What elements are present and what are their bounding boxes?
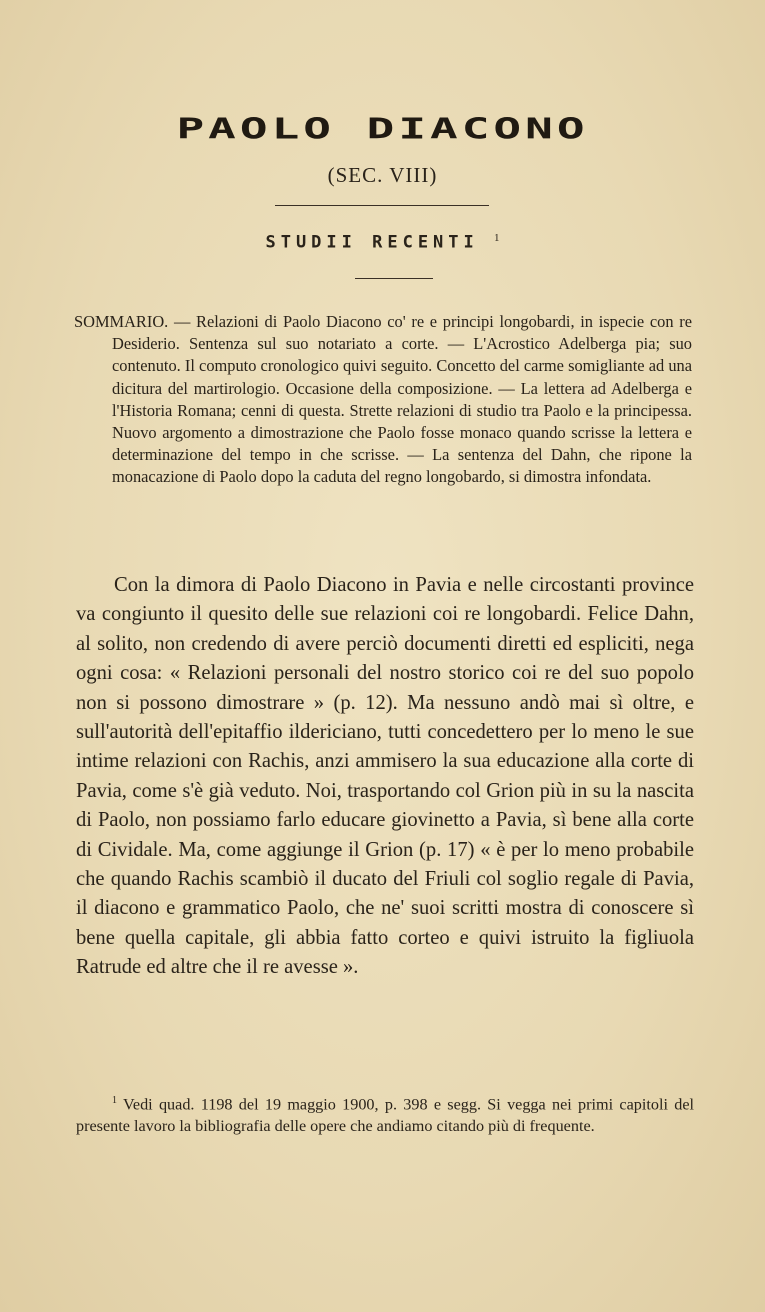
section-heading	[0, 232, 765, 253]
summary-paragraph: SOMMARIO. — Relazioni di Paolo Diacono co' re e principi longobardi, in ispecie con re Desiderio. Sentenza sul suo notariato a corte. — L'Acrostico Adelberga pia; suo contenuto. Il computo cronologico quivi seguito. Concetto del carme somigliante ad una dicitura del martirologio. Occasione della composizione. — La lettera ad Adelberga e l'Historia Romana; cenni di questa. Strette relazioni di studio tra Paolo e la principessa. Nuovo argomento a dimostrazione che Paolo fosse monaco quando scrisse la lettera e determinazione del tempo in che scrisse. — La sentenza del Dahn, che ripone la monacazione di Paolo dopo la caduta del regno longobardo, si dimostra infondata.	[74, 312, 692, 487]
footnote-text: Vedi quad. 1198 del 19 maggio 1900, p. 398 e segg. Si vegga nei primi capitoli del presente lavoro la bibliografia delle opere che andiamo citando più di frequente.	[76, 1095, 694, 1136]
section-footnote-marker: 1	[494, 232, 500, 244]
footnote	[76, 1090, 694, 1137]
page-subtitle: (SEC. VIII)	[327, 163, 438, 187]
section-divider	[355, 278, 433, 279]
section-title: STUDII RECENTI	[265, 232, 479, 253]
footnote-marker: 1	[112, 1095, 117, 1106]
title-divider	[275, 205, 489, 206]
body-paragraph: Con la dimora di Paolo Diacono in Pavia e nelle circostanti province va congiunto il quesito delle sue relazioni coi re longobardi. Felice Dahn, al solito, non credendo di avere perciò documenti diretti ed espliciti, nega ogni cosa: « Relazioni personali del nostro storico coi re del suo popolo non si possono dimostrare » (p. 12). Ma nessuno andò mai sì oltre, e sull'autorità dell'epitaffio ildericiano, tutti concedettero per lo meno le sue intime relazioni con Rachis, anzi ammisero la sua educazione alla corte di Pavia, come s'è già veduto. Noi, trasportando col Grion più in su la nascita di Paolo, non possiamo farlo educare giovinetto a Pavia, sì bene alla corte di Cividale. Ma, come aggiunge il Grion (p. 17) « è per lo meno probabile che quando Rachis scambiò il ducato del Friuli col soglio regale di Pavia, il diacono e grammatico Paolo, che ne' suoi scritti mostra di conoscere sì bene quella capitale, gli abbia fatto corteo e quivi istruito la figliuola Ratrude ed altre che il re avesse ».	[76, 574, 694, 979]
page-title: PAOLO DIACONO	[176, 112, 589, 146]
